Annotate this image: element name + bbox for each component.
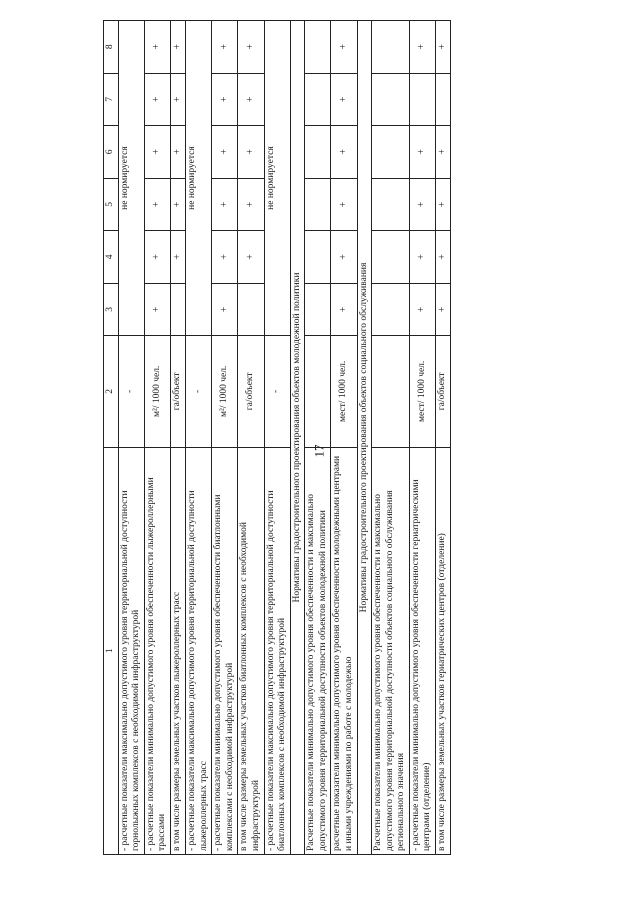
table-row bbox=[238, 21, 264, 855]
mark-cell: + bbox=[409, 178, 435, 231]
mark-cell: + bbox=[238, 231, 264, 284]
indicator-label: в том числе размеры земельных участков гериатрических центров (отделение) bbox=[436, 447, 451, 854]
mark-cell bbox=[372, 231, 410, 284]
mark-cell bbox=[305, 73, 331, 126]
mark-cell: + bbox=[238, 126, 264, 179]
mark-cell: + bbox=[170, 73, 185, 126]
mark-cell bbox=[372, 178, 410, 231]
mark-cell: + bbox=[170, 126, 185, 179]
mark-cell: + bbox=[436, 231, 451, 284]
unit-cell: га/объект bbox=[170, 336, 185, 447]
table-row bbox=[170, 21, 185, 855]
mark-cell: + bbox=[331, 231, 357, 284]
mark-cell bbox=[305, 283, 331, 336]
header-row bbox=[104, 21, 119, 855]
indicator-label: в том числе размеры земельных участков биатлонных комплексов с необходимой инфраструктурой bbox=[238, 447, 264, 854]
mark-cell: + bbox=[144, 126, 170, 179]
unit-cell: м²/ 1000 чел. bbox=[212, 336, 238, 447]
table-row bbox=[212, 21, 238, 855]
mark-cell: + bbox=[331, 178, 357, 231]
mark-cell: + bbox=[212, 231, 238, 284]
header-cell: 3 bbox=[104, 283, 119, 336]
indicator-label: Расчетные показатели минимально допустимого уровня обеспеченности и максимально допустимого уровня территориальной доступности объектов молодежной политики bbox=[305, 447, 331, 854]
page-number: 17 bbox=[311, 444, 327, 458]
header-cell: 8 bbox=[104, 21, 119, 74]
indicator-label: в том числе размеры земельных участков лыжероллерных трасс bbox=[170, 447, 185, 854]
mark-cell: + bbox=[436, 21, 451, 74]
unit-cell bbox=[372, 336, 410, 447]
indicator-label: - расчетные показатели максимально допустимого уровня территориальной доступности лыжероллерных трасс bbox=[186, 447, 212, 854]
mark-cell bbox=[436, 73, 451, 126]
table-row bbox=[436, 21, 451, 855]
unit-cell: м²/ 1000 чел. bbox=[144, 336, 170, 447]
section-row bbox=[290, 21, 305, 855]
header-cell: 7 bbox=[104, 73, 119, 126]
mark-cell: + bbox=[144, 21, 170, 74]
mark-cell bbox=[305, 126, 331, 179]
mark-cell: + bbox=[212, 21, 238, 74]
indicator-label: расчетные показатели минимально допустимого уровня обеспеченности молодежными центрами и иными учреждениями по работе с молодежью bbox=[331, 447, 357, 854]
table-row bbox=[118, 21, 144, 855]
table-row bbox=[372, 21, 410, 855]
mark-cell: + bbox=[212, 178, 238, 231]
table-row bbox=[264, 21, 290, 855]
mark-cell: + bbox=[238, 178, 264, 231]
unit-cell: - bbox=[264, 336, 290, 447]
mark-cell bbox=[409, 73, 435, 126]
section-title: Нормативы градостроительного проектирования объектов социального обслуживания bbox=[357, 21, 372, 855]
section-row bbox=[357, 21, 372, 855]
unit-cell: - bbox=[118, 336, 144, 447]
mark-cell: + bbox=[409, 21, 435, 74]
indicator-label: - расчетные показатели минимально допустимого уровня обеспеченности лыжероллерными трассами bbox=[144, 447, 170, 854]
mark-cell: + bbox=[212, 73, 238, 126]
mark-cell bbox=[372, 126, 410, 179]
indicator-label: - расчетные показатели максимально допустимого уровня территориальной доступности горнолыжных комплексов с необходимой инфраструктурой bbox=[118, 447, 144, 854]
mark-cell bbox=[305, 231, 331, 284]
mark-cell: + bbox=[170, 231, 185, 284]
unit-cell: мест/ 1000 чел. bbox=[409, 336, 435, 447]
header-cell: 1 bbox=[104, 447, 119, 854]
mark-cell bbox=[372, 73, 410, 126]
mark-cell: + bbox=[144, 73, 170, 126]
header-cell: 6 bbox=[104, 126, 119, 179]
mark-cell bbox=[238, 283, 264, 336]
mark-cell: + bbox=[238, 73, 264, 126]
mark-cell bbox=[170, 283, 185, 336]
table-body bbox=[104, 21, 451, 855]
table-row bbox=[186, 21, 212, 855]
header-cell: 5 bbox=[104, 178, 119, 231]
indicator-label: - расчетные показатели минимально допустимого уровня обеспеченности биатлонными комплексами с необходимой инфраструктурой bbox=[212, 447, 238, 854]
mark-cell: + bbox=[436, 283, 451, 336]
mark-cell: + bbox=[409, 126, 435, 179]
unit-cell: - bbox=[186, 336, 212, 447]
mark-cell: + bbox=[144, 231, 170, 284]
unit-cell: га/объект bbox=[238, 336, 264, 447]
note-cell: не нормируется bbox=[264, 21, 290, 336]
mark-cell: + bbox=[331, 73, 357, 126]
mark-cell bbox=[372, 21, 410, 74]
indicator-label: - расчетные показатели максимально допустимого уровня территориальной доступности биатлонных комплексов с необходимой инфраструктурой bbox=[264, 447, 290, 854]
mark-cell: + bbox=[144, 178, 170, 231]
unit-cell: мест/ 1000 чел. bbox=[331, 336, 357, 447]
note-cell: не нормируется bbox=[118, 21, 144, 336]
norms-table bbox=[103, 20, 451, 855]
mark-cell bbox=[372, 283, 410, 336]
table-row bbox=[144, 21, 170, 855]
mark-cell: + bbox=[409, 283, 435, 336]
mark-cell: + bbox=[212, 126, 238, 179]
table-row bbox=[331, 21, 357, 855]
mark-cell: + bbox=[170, 21, 185, 74]
section-title: Нормативы градостроительного проектирования объектов молодежной политики bbox=[290, 21, 305, 855]
header-cell: 2 bbox=[104, 336, 119, 447]
table-row bbox=[305, 21, 331, 855]
mark-cell: + bbox=[436, 178, 451, 231]
unit-cell: га/объект bbox=[436, 336, 451, 447]
mark-cell bbox=[305, 21, 331, 74]
mark-cell: + bbox=[409, 231, 435, 284]
mark-cell: + bbox=[331, 126, 357, 179]
unit-cell bbox=[305, 336, 331, 447]
mark-cell: + bbox=[170, 178, 185, 231]
mark-cell bbox=[305, 178, 331, 231]
mark-cell: + bbox=[436, 126, 451, 179]
mark-cell: + bbox=[212, 283, 238, 336]
mark-cell: + bbox=[331, 21, 357, 74]
indicator-label: Расчетные показатели минимально допустимого уровня обеспеченности и максимально допустимого уровня территориальной доступности объектов социального обслуживания регионального значения bbox=[372, 447, 410, 854]
header-cell: 4 bbox=[104, 231, 119, 284]
mark-cell: + bbox=[331, 283, 357, 336]
rotated-table-container bbox=[103, 20, 616, 855]
mark-cell: + bbox=[144, 283, 170, 336]
mark-cell: + bbox=[238, 21, 264, 74]
indicator-label: - расчетные показатели минимально допустимого уровня обеспеченности гериатрическими центрами (отделение) bbox=[409, 447, 435, 854]
note-cell: не нормируется bbox=[186, 21, 212, 336]
table-row bbox=[409, 21, 435, 855]
